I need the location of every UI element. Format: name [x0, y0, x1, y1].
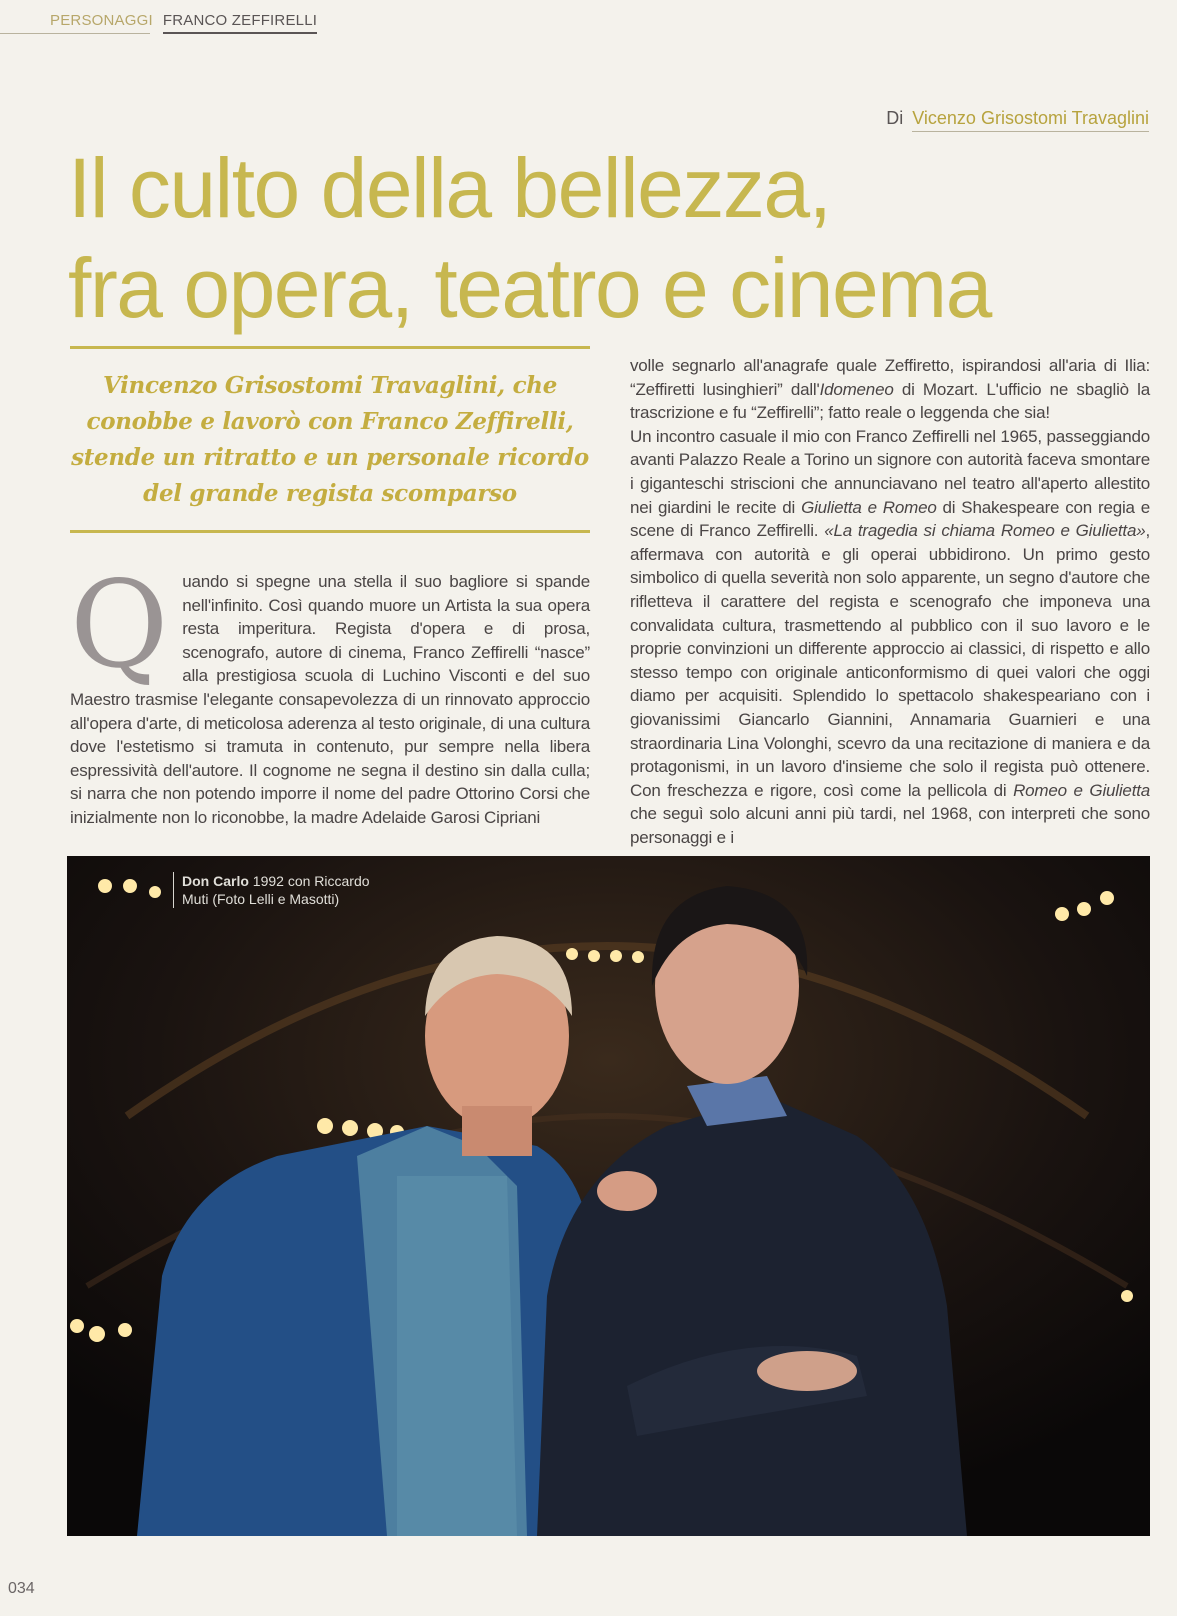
standfirst-rule-bottom [70, 530, 590, 533]
italic-title: Romeo e Giulietta [1013, 780, 1150, 800]
topic-label: FRANCO ZEFFIRELLI [163, 12, 317, 34]
title-line-2: fra opera, teatro e cinema [68, 241, 991, 335]
text-run: Un incontro casuale il mio con Franco Zeffirelli nel 1965, passeggiando avanti Palazzo Reale a Torino un signore con autorità faceva smontare i giganteschi striscioni che annunciavano nel teatro all'aperto allestito nei giardini le recite di [630, 426, 1150, 517]
body-right-paragraph-2 [630, 425, 1150, 850]
body-column-left [70, 556, 590, 830]
body-column-right [630, 354, 1150, 849]
photo-zeffirelli-muti [67, 856, 1150, 1536]
article-title [68, 138, 1168, 338]
italic-title: Giulietta e Romeo [801, 497, 937, 517]
photo-caption [173, 872, 370, 908]
standfirst: Vincenzo Grisostomi Travaglini, che conobbe e lavorò con Franco Zeffirelli, stende un ritratto e un personale ricordo del grande regista scomparso [71, 372, 589, 507]
text-run: volle segnarlo all'anagrafe quale Zeffiretto, ispirandosi all'aria di Ilia: “Zeffiretti lusinghieri” dall' [630, 356, 1150, 399]
text-run: di Mozart. L'ufficio ne sbagliò la trascrizione e fu “Zeffirelli”; fatto reale o leggenda che sia! [630, 379, 1150, 423]
standfirst-rule-top [70, 346, 590, 349]
header-rule [0, 33, 150, 34]
text-run: che seguì solo alcuni anni più tardi, nel 1968, con interpreti che sono personaggi e i [630, 804, 1150, 847]
text-run: di Shakespeare con regia e scene di Franco Zeffirelli. [630, 497, 1150, 541]
caption-line-1: 1992 con Riccardo [248, 873, 370, 889]
text-run: , affermava con autorità e gli operai ubbidirono. Un primo gesto simbolico di quella severità non solo apparente, un segno d'autore che rifletteva il carattere del regista e scenografo che imponeva una convalidata cultura, trasmettendo al pubblico con il suo lavoro e le proprie convinzioni un differente approccio ai classici, di rispetto e allo stesso tempo con originale anticonformismo di quei valori che oggi diamo per acquisiti. Splendido lo spettacolo shakespeariano con i giovanissimi Giancarlo Giannini, Annamaria Guarnieri e una straordinaria Lina Volonghi, scevro da una recitazione di maniera e da protagonismi, in un lavoro d'insieme che solo il regista può ottenere. Con freschezza e rigore, così come la pellicola di [630, 521, 1150, 800]
photo-illustration [67, 856, 1150, 1536]
section-label: PERSONAGGI [50, 12, 153, 29]
title-line-1: Il culto della bellezza, [68, 141, 831, 235]
page-number: 034 [8, 1580, 35, 1597]
byline-author: Vicenzo Grisostomi Travaglini [912, 108, 1149, 132]
italic-title: Idomeneo [819, 379, 894, 399]
caption-line-2: Muti (Foto Lelli e Masotti) [182, 891, 340, 907]
drop-cap: Q [70, 556, 169, 695]
body-left-text: uando si spegne una stella il suo bagliore si spande nell'infinito. Così quando muore un Artista la sua opera resta imperitura. Regista d'opera e di prosa, scenografo, autore di cinema, Franco Zeffirelli “nasce” alla prestigiosa scuola di Luchino Visconti e del suo Maestro trasmise l'elegante consapevolezza di un rinnovato approccio all'opera d'arte, di meticolosa aderenza al testo originale, di una cultura dove l'estetismo si tramuta in contenuto, pur sempre nella libera espressività dell'autore. Il cognome ne segna il destino sin dalla culla; si narra che non potendo imporre il nome del padre Ottorino Corsi che inizialmente non lo riconobbe, la madre Adelaide Garosi Cipriani [70, 572, 590, 827]
byline [886, 108, 1149, 129]
caption-title: Don Carlo [182, 873, 249, 889]
running-header [50, 12, 317, 29]
italic-quote: «La tragedia si chiama Romeo e Giulietta» [824, 521, 1146, 541]
byline-prefix: Di [886, 108, 904, 128]
body-right-paragraph-1 [630, 354, 1150, 425]
